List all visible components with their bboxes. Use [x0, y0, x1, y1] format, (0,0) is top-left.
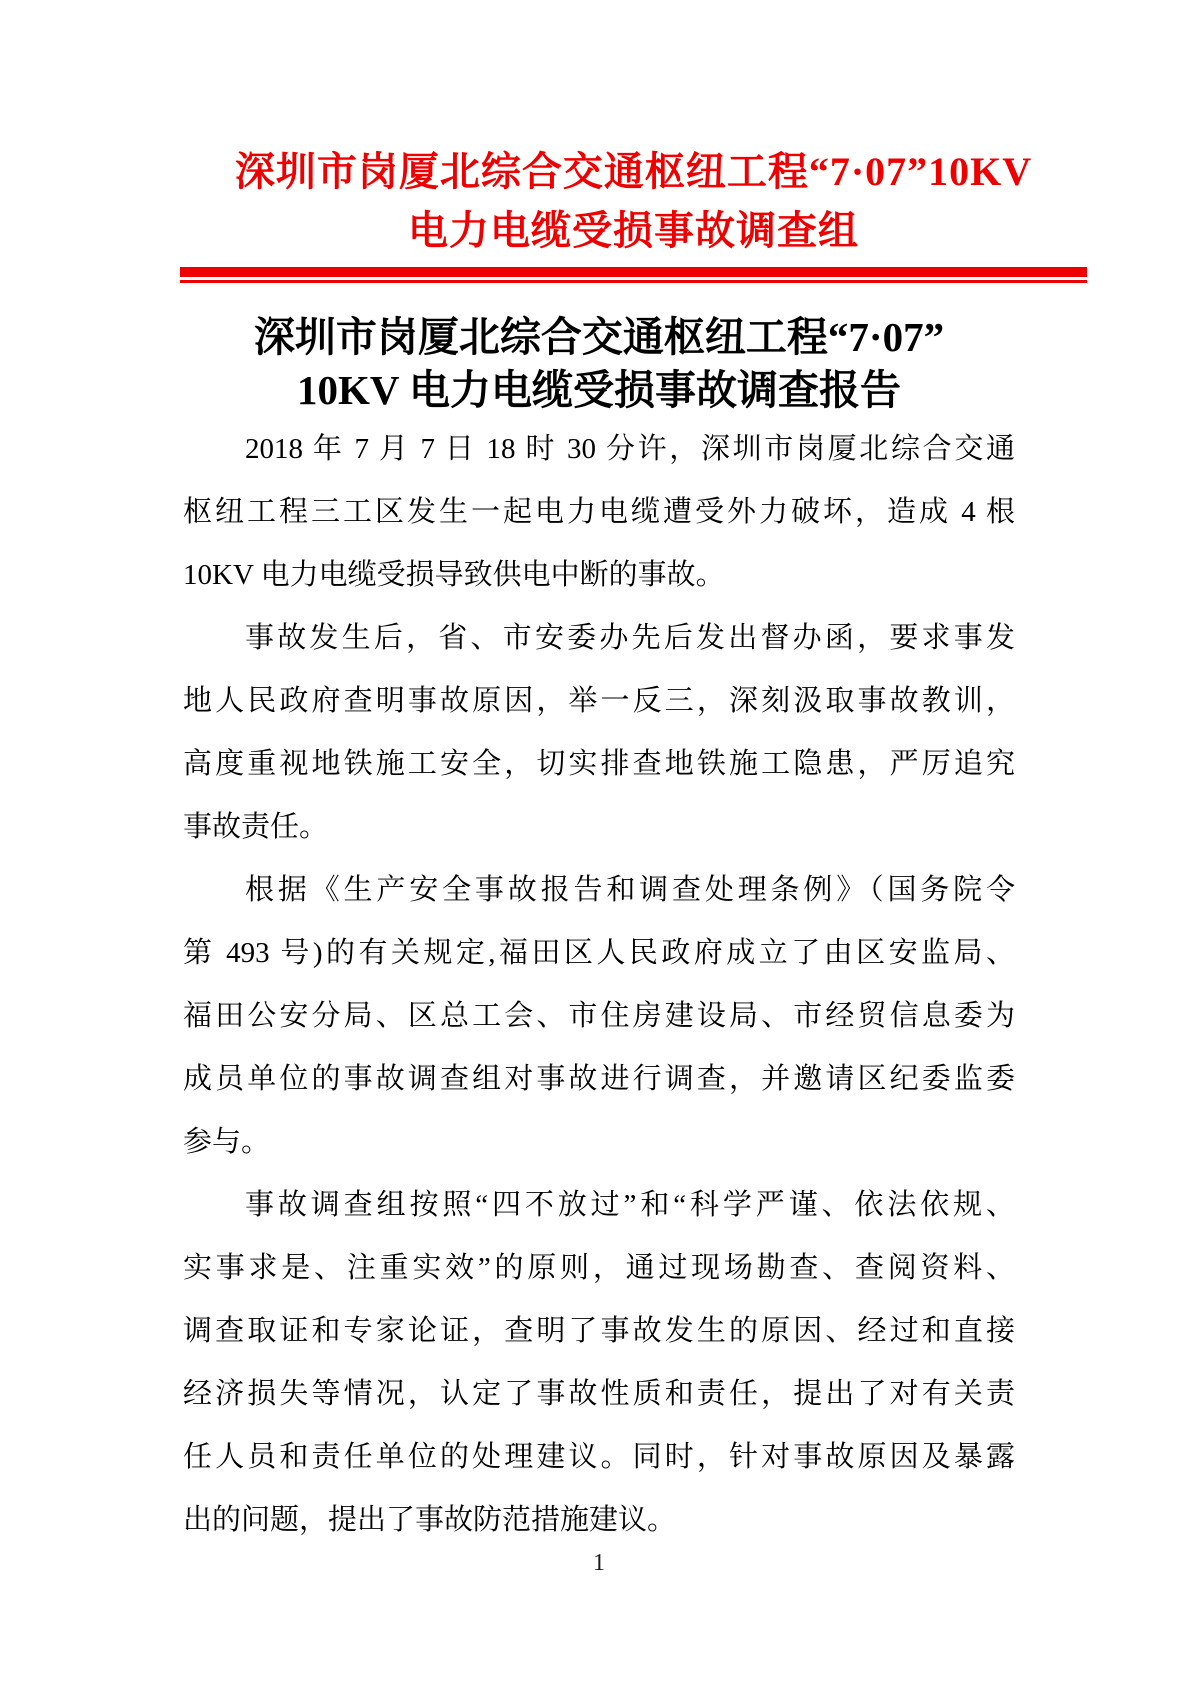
body-line: 成员单位的事故调查组对事故进行调查，并邀请区纪委监委 [183, 1063, 1015, 1095]
body-line: 2018 年 7 月 7 日 18 时 30 分许，深圳市岗厦北综合交通 [245, 433, 1015, 465]
red-divider-rule [180, 267, 1087, 283]
red-header-line1: 深圳市岗厦北综合交通枢纽工程“7·07”10KV [234, 149, 1033, 194]
body-line: 高度重视地铁施工安全，切实排查地铁施工隐患，严厉追究 [183, 748, 1015, 780]
report-title [183, 311, 1015, 417]
body-line: 10KV 电力电缆受损导致供电中断的事故。 [183, 559, 725, 591]
report-title-line2: 10KV 电力电缆受损事故调查报告 [296, 367, 901, 413]
body-line: 福田公安分局、区总工会、市住房建设局、市经贸信息委为 [183, 1000, 1015, 1032]
body-line: 第 493 号)的有关规定,福田区人民政府成立了由区安监局、 [183, 937, 1015, 969]
body-line: 根据《生产安全事故报告和调查处理条例》（国务院令 [245, 874, 1015, 906]
red-header-line2: 电力电缆受损事故调查组 [408, 208, 859, 253]
body-line: 调查取证和专家论证，查明了事故发生的原因、经过和直接 [183, 1315, 1015, 1347]
body-line: 事故发生后，省、市安委办先后发出督办函，要求事发 [245, 622, 1015, 654]
body-line: 地人民政府查明事故原因，举一反三，深刻汲取事故教训， [183, 685, 1015, 717]
report-body [183, 418, 1015, 1552]
red-divider-thin-line [180, 280, 1087, 283]
page-number: 1 [593, 1550, 605, 1576]
body-line: 任人员和责任单位的处理建议。同时，针对事故原因及暴露 [183, 1441, 1015, 1473]
body-line: 事故责任。 [183, 811, 329, 843]
red-divider-thick-line [180, 267, 1087, 277]
body-line: 经济损失等情况，认定了事故性质和责任，提出了对有关责 [183, 1378, 1015, 1410]
body-line: 事故调查组按照“四不放过”和“科学严谨、依法依规、 [245, 1189, 1015, 1221]
body-line: 参与。 [183, 1126, 271, 1158]
body-line: 实事求是、注重实效”的原则，通过现场勘查、查阅资料、 [183, 1252, 1015, 1284]
red-header-title [180, 142, 1087, 260]
body-line: 出的问题，提出了事故防范措施建议。 [183, 1504, 677, 1536]
report-title-line1: 深圳市岗厦北综合交通枢纽工程“7·07” [253, 314, 945, 360]
body-line: 枢纽工程三工区发生一起电力电缆遭受外力破坏，造成 4 根 [183, 496, 1015, 528]
